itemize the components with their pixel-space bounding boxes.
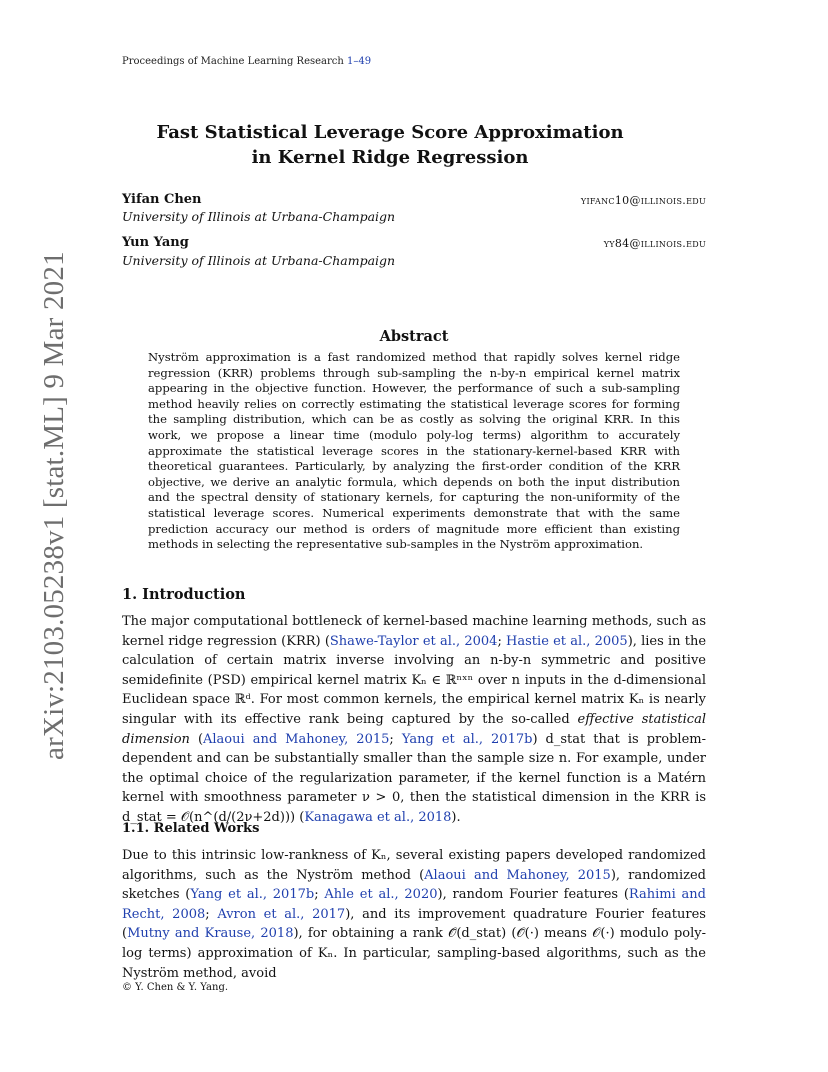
- intro-text-1: The major computational bottleneck of kernel-based machine learning methods, such as kernel ridge regression (KRR) (: [122, 614, 706, 649]
- author-2-email[interactable]: yy84@illinois.edu: [603, 237, 706, 250]
- author-1-affiliation: University of Illinois at Urbana-Champaign: [122, 209, 396, 224]
- citation-ahle[interactable]: Ahle et al., 2020: [324, 887, 438, 903]
- abstract-heading: Abstract: [379, 328, 449, 345]
- header-text: Proceedings of Machine Learning Research: [122, 56, 348, 67]
- paper-title: [120, 120, 660, 170]
- citation-kanagawa[interactable]: Kanagawa et al., 2018: [304, 809, 452, 825]
- citation-rahimi[interactable]: Rahimi and Recht, 2008: [122, 887, 706, 922]
- citation-mutny[interactable]: Mutny and Krause, 2018: [127, 926, 294, 942]
- running-header: [122, 56, 371, 67]
- intro-text-3: ), lies in the calculation of certain matrix inverse involving an n-by-n symmetric and positive semidefinite (PSD) empirical kernel matrix Kₙ ∈ ℝⁿˣⁿ over n inputs in the d-dimensional Euclidean space ℝᵈ. For most common kernels, the empirical kernel matrix Kₙ is nearly singular with its effective rank being captured by the so-called: [122, 633, 707, 727]
- related-text-4: ), random Fourier features (: [437, 887, 629, 903]
- citation-alaoui[interactable]: Alaoui and Mahoney, 2015: [203, 731, 390, 747]
- author-1-name: Yifan Chen: [122, 192, 202, 207]
- intro-text-7: ).: [451, 809, 461, 825]
- intro-text-6: ) d_stat that is problem-dependent and can be substantially smaller than the sample size n. For example, under the optimal choice of the regularization parameter, if the kernel function is a Matérn kernel with smoothness parameter ν > 0, then the statistical dimension in the KRR is d_stat = 𝒪(n^(d/(2ν+2d))) (: [122, 731, 706, 825]
- citation-yang[interactable]: Yang et al., 2017b: [401, 731, 533, 747]
- author-2-affiliation: University of Illinois at Urbana-Champaign: [122, 253, 396, 268]
- citation-avron[interactable]: Avron et al., 2017: [217, 906, 346, 922]
- intro-text-4: (: [189, 731, 204, 747]
- intro-text-2: ;: [497, 633, 507, 649]
- author-2-name: Yun Yang: [122, 235, 189, 250]
- citation-yang-2[interactable]: Yang et al., 2017b: [190, 887, 315, 903]
- citation-shawe-taylor[interactable]: Shawe-Taylor et al., 2004: [329, 633, 498, 649]
- subsection-heading-related-works: 1.1. Related Works: [122, 821, 260, 836]
- citation-hastie[interactable]: Hastie et al., 2005: [506, 633, 628, 649]
- related-text-7: ), for obtaining a rank 𝒪̃(d_stat) (𝒪̃(·) means 𝒪(·) modulo poly-log terms) approximation of Kₙ. In particular, sampling-based algorithms, such as the Nyström method, avoid: [122, 926, 706, 981]
- intro-paragraph: [122, 612, 706, 828]
- title-line-1: Fast Statistical Leverage Score Approximation: [156, 122, 624, 143]
- abstract-text: Nyström approximation is a fast randomized method that rapidly solves kernel ridge regression (KRR) problems through sub-sampling the n-by-n empirical kernel matrix appearing in the objective function. However, the performance of such a sub-sampling method heavily relies on correctly estimating the statistical leverage scores for forming the sampling distribution, which can be as costly as solving the original KRR. In this work, we propose a linear time (modulo poly-log terms) algorithm to accurately approximate the statistical leverage scores in the stationary-kernel-based KRR with theoretical guarantees. Particularly, by analyzing the first-order condition of the KRR objective, we derive an analytic formula, which depends on both the input distribution and the spectral density of stationary kernels, for capturing the non-uniformity of the statistical leverage scores. Numerical experiments demonstrate that with the same prediction accuracy our method is orders of magnitude more efficient than existing methods in selecting the representative sub-samples in the Nyström approximation.: [148, 350, 680, 552]
- related-works-paragraph: [122, 846, 706, 983]
- section-heading-introduction: 1. Introduction: [122, 586, 246, 603]
- citation-alaoui-2[interactable]: Alaoui and Mahoney, 2015: [424, 867, 611, 883]
- related-text-3: ;: [314, 887, 325, 903]
- copyright-footer: © Y. Chen & Y. Yang.: [122, 982, 229, 993]
- intro-text-5: ;: [389, 731, 402, 747]
- related-text-2: ), randomized sketches (: [122, 867, 706, 903]
- related-text-5: ;: [205, 906, 218, 922]
- author-1-email[interactable]: yifanc10@illinois.edu: [580, 194, 706, 207]
- arxiv-stamp: arXiv:2103.05238v1 [stat.ML] 9 Mar 2021: [38, 251, 70, 760]
- related-text-1: Due to this intrinsic low-rankness of Kₙ, several existing papers developed randomized algorithms, such as the Nyström method (: [122, 848, 706, 883]
- header-pages-link[interactable]: 1–49: [347, 56, 372, 67]
- title-line-2: in Kernel Ridge Regression: [251, 147, 529, 168]
- related-text-6: ), and its improvement quadrature Fourier features (: [122, 906, 706, 942]
- emphasis-effective-statistical-dimension: effective statistical dimension: [122, 711, 706, 747]
